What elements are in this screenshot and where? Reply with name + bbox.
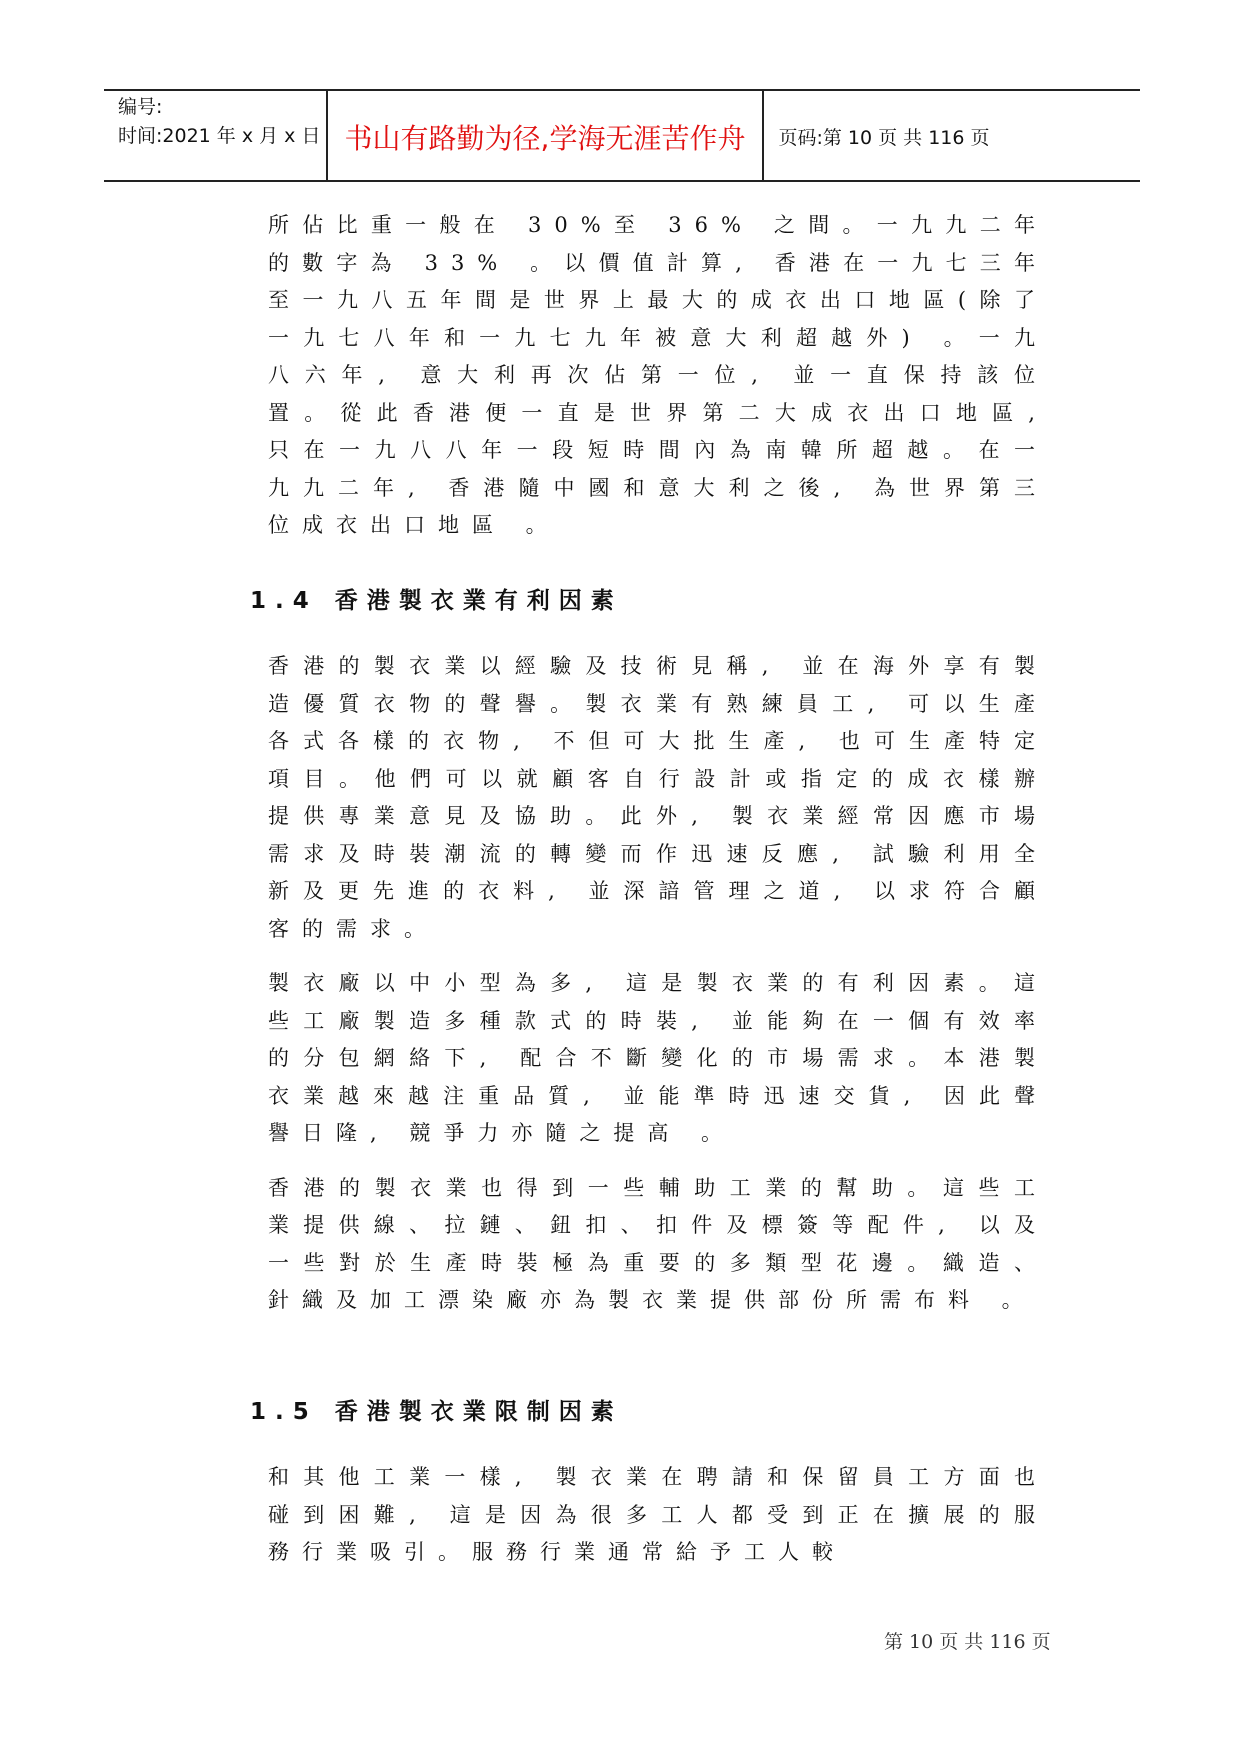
paragraph-intro: 所佔比重一般在 30%至 36% 之間。一九九二年的數字為 33% 。以價值計算, 香港在一九七三年至一九八五年間是世界上最大的成衣出口地區(除了一九七八年和一九七九年被意大利超越外) 。一九八六年, 意大利再次佔第一位, 並一直保持該位置。從此香港便一直是世界第二大成衣出口地區, 只在一九八八年一段短時間內為南韓所超越。在一九九二年, 香港隨中國和意大利之後, 為世界第三位成衣出口地區 。 bbox=[268, 213, 1048, 537]
paragraph-1-4-3: 香港的製衣業也得到一些輔助工業的幫助。這些工業提供線、拉鏈、鈕扣、扣件及標簽等配件, 以及一些對於生產時裝極為重要的多類型花邊。織造、針織及加工漂染廠亦為製衣業提供部份所需布料 。 bbox=[268, 1175, 1048, 1312]
document-time-label: 时间:2021 年 x 月 x 日 bbox=[118, 124, 321, 147]
paragraph-1-4-1: 香港的製衣業以經驗及技術見稱, 並在海外享有製造優質衣物的聲譽。製衣業有熟練員工, 可以生產各式各樣的衣物, 不但可大批生產, 也可生產特定項目。他們可以就顧客自行設計或指定的成衣樣辦提供專業意見及協助。此外, 製衣業經常因應市場需求及時裝潮流的轉變而作迅速反應, 試驗利用全新及更先進的衣料, 並深諳管理之道, 以求符合顧客的需求。 bbox=[268, 654, 1048, 941]
section-1-5 bbox=[268, 1459, 1048, 1572]
paragraph-1-4-2: 製衣廠以中小型為多, 這是製衣業的有利因素。這些工廠製造多種款式的時裝, 並能夠在一個有效率的分包網絡下, 配合不斷變化的市場需求。本港製衣業越來越注重品質, 並能準時迅速交貨, 因此聲譽日隆, 競爭力亦隨之提高 。 bbox=[268, 971, 1048, 1145]
document-number-label: 编号: bbox=[118, 96, 163, 118]
section-intro bbox=[268, 207, 1048, 545]
header-page-info: 页码:第 10 页 共 116 页 bbox=[778, 127, 990, 149]
page-header bbox=[104, 89, 1140, 182]
header-motto: 书山有路勤为径,学海无涯苦作舟 bbox=[344, 121, 746, 155]
heading-section-1-4: 1.4 香港製衣業有利因素 bbox=[250, 588, 623, 614]
paragraph-1-5-1: 和其他工業一樣, 製衣業在聘請和保留員工方面也碰到困難, 這是因為很多工人都受到正在擴展的服務行業吸引。服務行業通常給予工人較 bbox=[268, 1465, 1048, 1564]
section-1-4 bbox=[268, 648, 1048, 1320]
footer-page-number: 第 10 页 共 116 页 bbox=[884, 1631, 1051, 1653]
heading-section-1-5: 1.5 香港製衣業限制因素 bbox=[250, 1399, 623, 1425]
